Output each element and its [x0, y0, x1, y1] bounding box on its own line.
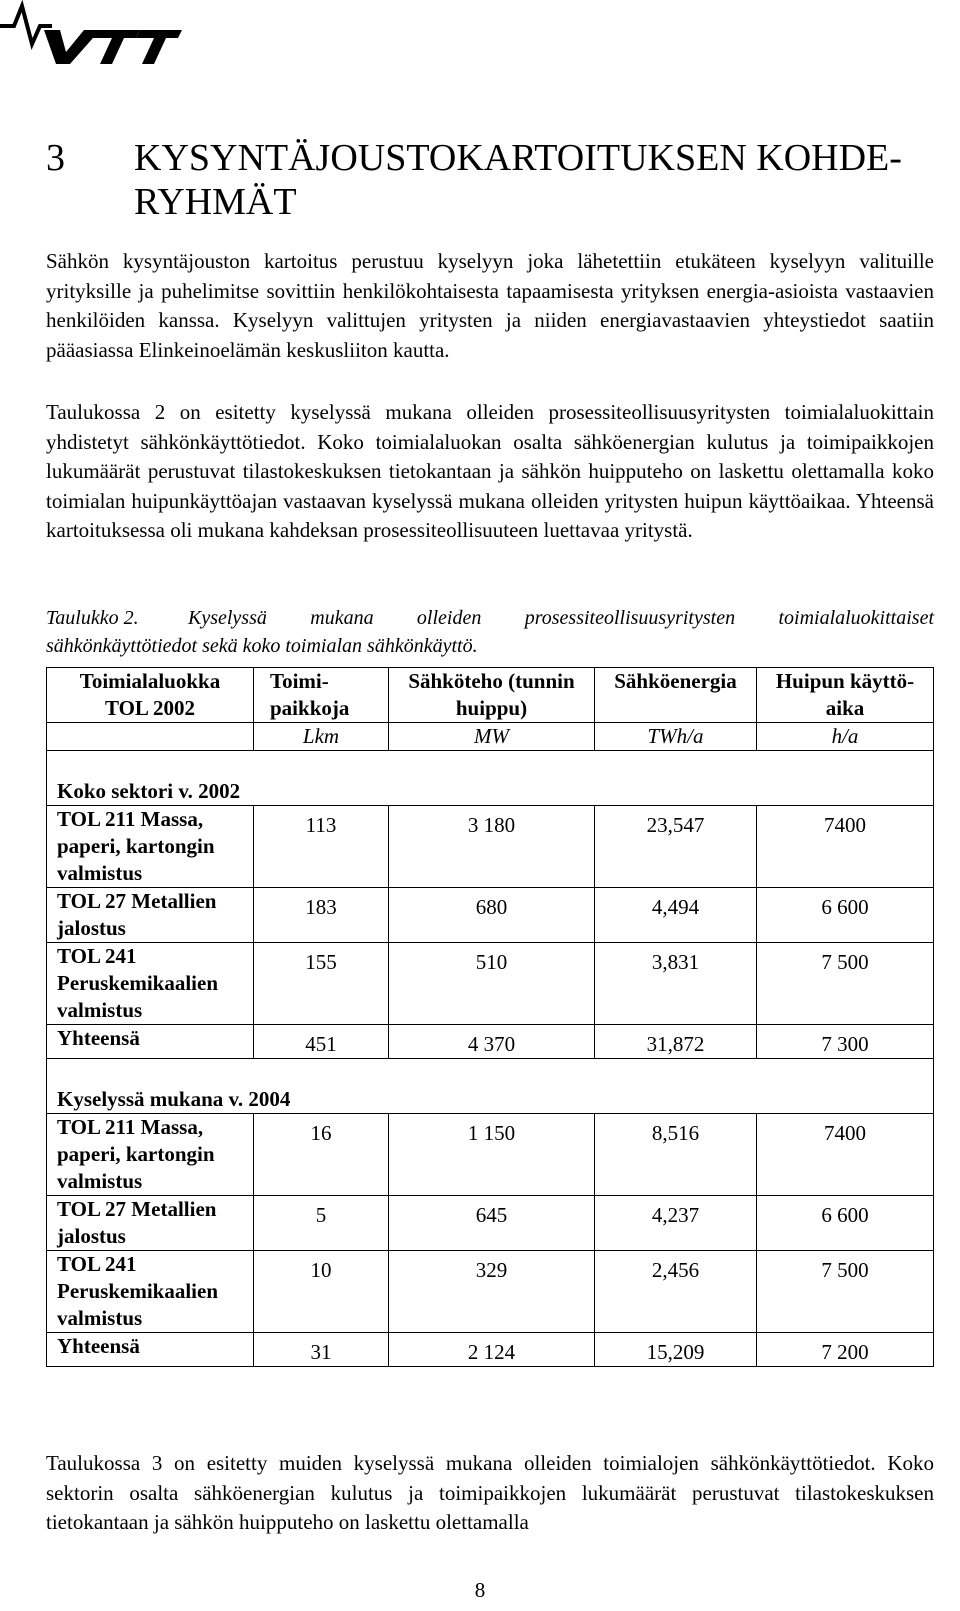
value-cell: 329	[389, 1251, 595, 1333]
total-cell: 7 200	[757, 1333, 934, 1367]
value-cell: 645	[389, 1196, 595, 1251]
table-row	[47, 943, 934, 1025]
header-cell: Sähköteho (tunnin huippu)	[389, 668, 595, 723]
row-name: TOL 241 Peruskemikaalien valmistus	[47, 943, 254, 1025]
value-cell: 680	[389, 888, 595, 943]
total-cell: 7 300	[757, 1025, 934, 1059]
value-cell: 113	[254, 806, 389, 888]
total-cell: 451	[254, 1025, 389, 1059]
value-cell: 2,456	[595, 1251, 757, 1333]
total-row	[47, 1333, 934, 1367]
value-cell: 3 180	[389, 806, 595, 888]
heading-number: 3	[46, 137, 65, 179]
total-row	[47, 1025, 934, 1059]
unit-cell	[47, 723, 254, 751]
section-title: Kyselyssä mukana v. 2004	[47, 1059, 934, 1114]
vtt-logo	[0, 0, 200, 80]
value-cell: 183	[254, 888, 389, 943]
value-cell: 7 500	[757, 1251, 934, 1333]
paragraph-1: Sähkön kysyntäjouston kartoitus perustuu kyselyyn joka lähetettiin etukäteen kyselyyn valituille yrityksille ja puhelimitse sovittiin henkilökohtaisesta tapaamisesta yrityksen energia-asioista vastaavien henkilöiden kanssa. Kyselyyn valittujen yritysten ja niiden energiavastaavien yhteystiedot saatiin pääasiassa Elinkeinoelämän keskusliiton kautta.	[46, 249, 934, 362]
paragraph-2: Taulukossa 2 on esitetty kyselyssä mukana olleiden prosessiteollisuusyritysten toimialaluokittain yhdistetyt sähkönkäyttötiedot. Koko toimialaluokan osalta sähköenergian kulutus ja toimipaikkojen lukumäärät perustuvat tilastokeskuksen tietokantaan ja sähkön huipputeho on laskettu olettamalla koko toimialan huipunkäyttöajan vastaavan kyselyssä mukana olleiden yritysten huipun käyttöaikaa. Yhteensä kartoituksessa oli mukana kahdeksan prosessiteollisuuteen luettavaa yritystä.	[46, 400, 934, 542]
total-cell: 2 124	[389, 1333, 595, 1367]
value-cell: 16	[254, 1114, 389, 1196]
value-cell: 7400	[757, 1114, 934, 1196]
table-row	[47, 1251, 934, 1333]
value-cell: 7400	[757, 806, 934, 888]
section-row	[47, 751, 934, 806]
value-cell: 10	[254, 1251, 389, 1333]
electricity-usage-table	[46, 667, 934, 1367]
unit-cell: h/a	[757, 723, 934, 751]
row-name: TOL 241 Peruskemikaalien valmistus	[47, 1251, 254, 1333]
value-cell: 4,237	[595, 1196, 757, 1251]
caption-label: Taulukko 2.	[46, 607, 139, 629]
total-name: Yhteensä	[47, 1025, 254, 1059]
header-row	[47, 668, 934, 723]
unit-row	[47, 723, 934, 751]
table-row	[47, 806, 934, 888]
value-cell: 7 500	[757, 943, 934, 1025]
total-cell: 31,872	[595, 1025, 757, 1059]
value-cell: 5	[254, 1196, 389, 1251]
header-cell: Huipun käyttö-aika	[757, 668, 934, 723]
value-cell: 8,516	[595, 1114, 757, 1196]
value-cell: 6 600	[757, 1196, 934, 1251]
table-row	[47, 1114, 934, 1196]
value-cell: 3,831	[595, 943, 757, 1025]
header-cell: Toimialaluokka TOL 2002	[47, 668, 254, 723]
unit-cell: MW	[389, 723, 595, 751]
row-name: TOL 27 Metallien jalostus	[47, 888, 254, 943]
unit-cell: TWh/a	[595, 723, 757, 751]
value-cell: 510	[389, 943, 595, 1025]
section-row	[47, 1059, 934, 1114]
total-name: Yhteensä	[47, 1333, 254, 1367]
caption-text: Kyselyssä mukana olleiden prosessiteollisuusyritysten toimialaluokittaiset sähkönkäyttötiedot sekä koko toimialan sähkönkäyttö.	[46, 607, 934, 657]
page-number: 8	[474, 1578, 486, 1602]
table-row	[47, 1196, 934, 1251]
header-cell: Sähköenergia	[595, 668, 757, 723]
row-name: TOL 211 Massa, paperi, kartongin valmistus	[47, 1114, 254, 1196]
section-heading	[46, 136, 926, 224]
header-cell: Toimi-paikkoja	[254, 668, 389, 723]
table-row	[47, 888, 934, 943]
total-cell: 31	[254, 1333, 389, 1367]
total-cell: 4 370	[389, 1025, 595, 1059]
total-cell: 15,209	[595, 1333, 757, 1367]
value-cell: 1 150	[389, 1114, 595, 1196]
value-cell: 23,547	[595, 806, 757, 888]
value-cell: 4,494	[595, 888, 757, 943]
table-caption	[46, 604, 934, 660]
row-name: TOL 211 Massa, paperi, kartongin valmistus	[47, 806, 254, 888]
unit-cell: Lkm	[254, 723, 389, 751]
row-name: TOL 27 Metallien jalostus	[47, 1196, 254, 1251]
value-cell: 6 600	[757, 888, 934, 943]
value-cell: 155	[254, 943, 389, 1025]
paragraph-3: Taulukossa 3 on esitetty muiden kyselyssä mukana olleiden toimialojen sähkönkäyttötiedot. Koko sektorin osalta sähköenergian kulutus ja toimipaikkojen lukumäärät perustuvat tilastokeskuksen tietokantaan ja sähkön huipputeho on laskettu olettamalla	[46, 1451, 934, 1534]
section-title: Koko sektori v. 2002	[47, 751, 934, 806]
heading-title: KYSYNTÄJOUSTOKARTOITUKSEN KOHDE-RYHMÄT	[134, 137, 902, 223]
